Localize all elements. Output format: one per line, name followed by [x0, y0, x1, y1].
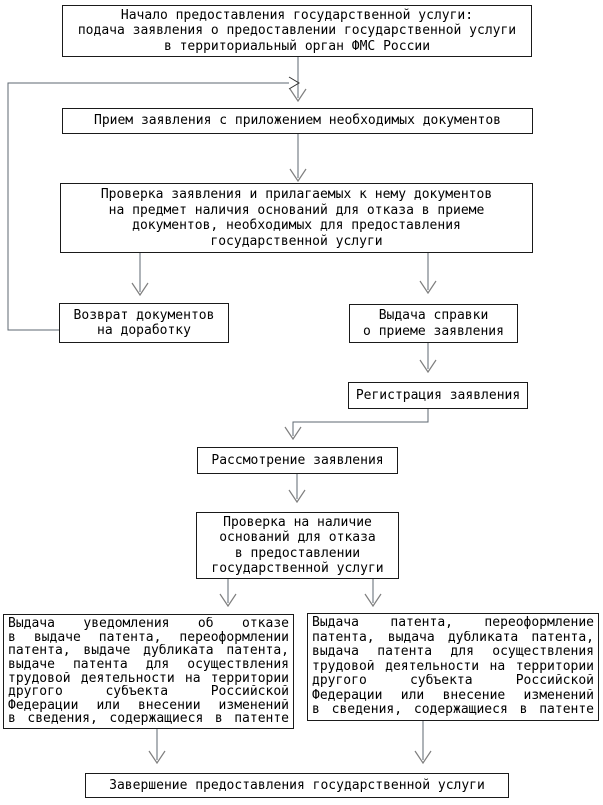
- flow-box-proverka-priema-line2: на предмет наличия оснований для отказа в приеме: [108, 202, 485, 218]
- flow-box-vydacha: [307, 613, 599, 721]
- flow-box-vozvrat-line1: Возврат документов: [73, 307, 215, 323]
- flow-box-proverka-priema-line1: Проверка заявления и прилагаемых к нему документов: [100, 187, 493, 202]
- flow-box-proverka-otkaza-line2: оснований для отказа: [219, 530, 376, 545]
- flow-box-registratsiya: [348, 382, 528, 409]
- flow-box-proverka-priema-line4: государственной услуги: [210, 233, 383, 249]
- flow-box-start: [62, 5, 532, 57]
- flow-box-priem-label: Прием заявления с приложением необходимых документов: [94, 113, 501, 129]
- flow-box-otkaz-line5: трудовой деятельности на территории: [8, 671, 289, 686]
- flow-box-zavershenie: [85, 773, 509, 798]
- flow-box-otkaz-line6: другого субъекта Российской: [8, 685, 289, 699]
- flow-box-start-line2: подача заявления о предоставлении государственной услуги: [77, 23, 517, 39]
- flow-box-start-line3: в территориальный орган ФМС России: [163, 38, 431, 54]
- flow-box-proverka-priema-line3: документов, необходимых для предоставления: [132, 218, 461, 233]
- flow-box-proverka-priema: [60, 183, 533, 253]
- flow-box-spravka: [349, 304, 518, 343]
- flow-box-otkaz-line8: в сведения, содержащиеся в патенте: [8, 712, 289, 726]
- flow-box-start-line1: Начало предоставления государственной услуги:: [120, 7, 474, 23]
- flow-box-otkaz-line3: патента, выдаче дубликата патента,: [8, 644, 289, 658]
- flow-box-priem: [62, 108, 533, 134]
- flow-box-spravka-line2: о приеме заявления: [363, 323, 504, 339]
- flow-box-proverka-otkaza-line3: в предоставлении: [234, 545, 361, 561]
- flow-box-vydacha-line3: выдача патента для осуществления: [312, 645, 594, 660]
- flow-box-otkaz-line2: в выдаче патента, переоформлении: [8, 630, 289, 645]
- flow-box-vozvrat-line2: на доработку: [97, 323, 191, 338]
- flow-box-proverka-otkaza: [196, 512, 399, 579]
- connector-registratsiya-to-rassmotrenie: [293, 408, 428, 436]
- flow-box-proverka-otkaza-line1: Проверка на наличие: [223, 514, 372, 530]
- flow-box-proverka-otkaza-line4: государственной услуги: [211, 561, 384, 576]
- flow-box-otkaz-line1: Выдача уведомления об отказе: [8, 617, 289, 631]
- flow-box-vozvrat: [59, 303, 229, 343]
- flow-box-spravka-line1: Выдача справки: [378, 308, 489, 323]
- flow-box-otkaz: [3, 614, 294, 729]
- flow-box-vydacha-line1: Выдача патента, переоформление: [312, 615, 594, 630]
- flow-box-otkaz-line4: выдаче патента для осуществления: [8, 657, 289, 672]
- flow-box-vydacha-line2: патента, выдача дубликата патента,: [312, 630, 594, 645]
- flow-box-vydacha-line4: трудовой деятельности на территории: [312, 659, 594, 674]
- flow-box-vydacha-line5: другого субъекта Российской: [312, 674, 594, 689]
- flow-box-otkaz-line7: Федерации или внесении изменений: [8, 698, 289, 713]
- flow-box-vydacha-line6: Федерации или внесение изменений: [312, 688, 594, 703]
- flow-box-rassmotrenie: [197, 447, 398, 474]
- flow-box-rassmotrenie-label: Рассмотрение заявления: [211, 452, 384, 468]
- flow-box-zavershenie-label: Завершение предоставления государственной услуги: [109, 777, 485, 793]
- flow-box-registratsiya-label: Регистрация заявления: [355, 387, 521, 403]
- flow-box-vydacha-line7: в сведения, содержащиеся в патенте: [312, 703, 594, 718]
